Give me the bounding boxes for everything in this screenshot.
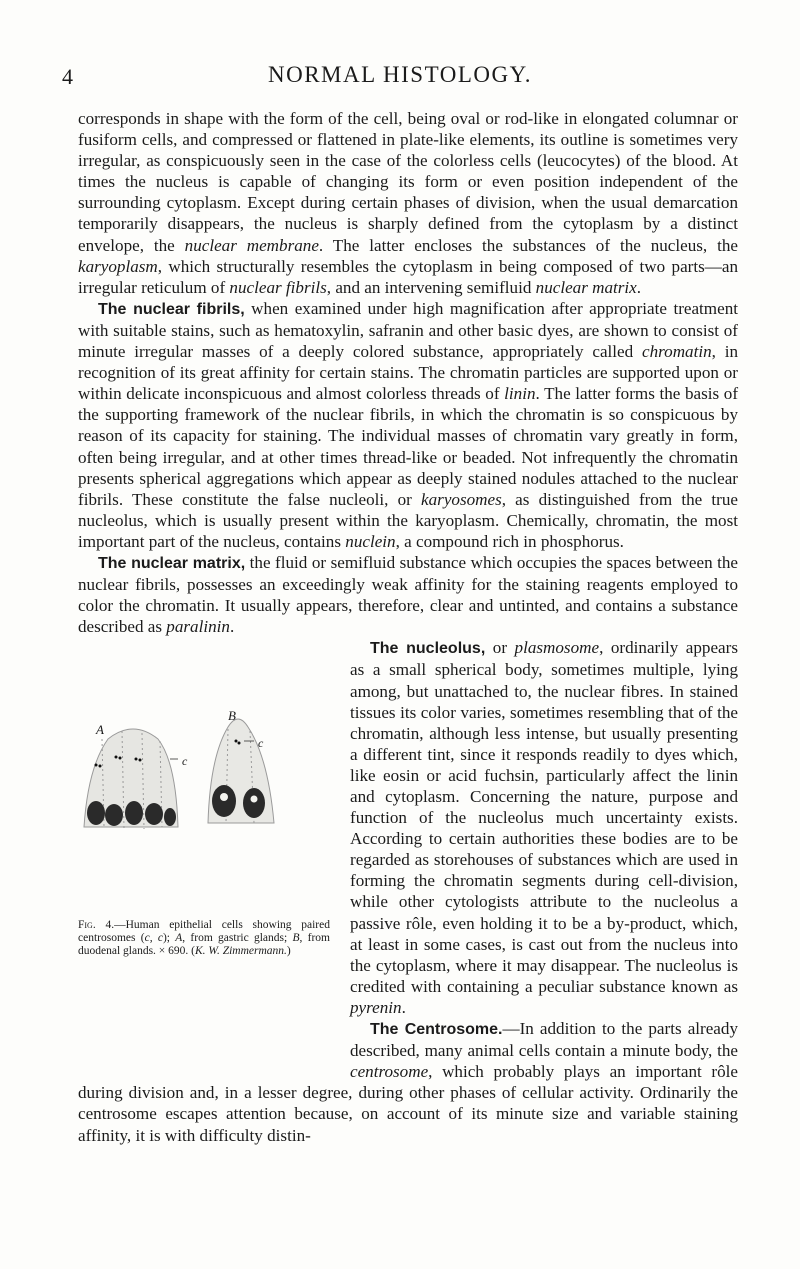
- term-paralinin: paralinin: [166, 617, 230, 637]
- term-nuclear-membrane: nuclear membrane: [184, 235, 319, 255]
- running-title: NORMAL HISTOLOGY.: [267, 62, 533, 87]
- paragraph-centrosome: The Centrosome.—In addition to the parts already described, many animal cells contain a minute body, the centrosome, which probably plays an important rôle during division and, in a lesser degree, during other phases of cellular activity. Ordinarily the centrosome escapes attention because, on account of its minute size and variable staining affinity, it is with difficulty distin-: [78, 1019, 738, 1145]
- figure-caption: Fig. 4.—Human epithelial cells showing paired centrosomes (c, c); A, from gastric glands; B, from duodenal glands. × 690. (K. W. Zimmermann.): [78, 919, 330, 958]
- figure-label-b: B: [228, 708, 236, 724]
- page-number: 4: [62, 64, 73, 89]
- term-nuclein: nuclein: [345, 531, 396, 551]
- term-plasmosome: plasmosome: [514, 638, 600, 658]
- figure-4: [78, 647, 336, 1077]
- term-linin: linin: [504, 384, 536, 404]
- figure-label-c-right: c: [258, 736, 264, 751]
- paragraph-nucleus-shape: corresponds in shape with the form of the cell, being oval or rod-like in elongated columnar or fusiform cells, and compressed or flattened in plate-like elements, its outline is sometimes very irregular, as conspicuously seen in the case of the colorless cells (leucocytes) of the blood. At times the nucleus is capable of changing its form or even position independent of the surrounding cytoplasm. Except during certain phases of division, when the usual demarcation temporarily disappears, the nucleus is sharply defined from the cytoplasm by a distinct envelope, the nuclear membrane. The latter encloses the substances of the nucleus, the karyoplasm, which structurally resembles the cytoplasm in being composed of two parts—an irregular reticulum of nuclear fibrils, and an intervening semifluid nuclear matrix.: [78, 109, 738, 297]
- epithelial-cells-illustration: [78, 647, 336, 917]
- paragraph-nucleolus: The nucleolus, or plasmosome, ordinarily appears as a small spherical body, sometimes multiple, lying among, but unattached to, the nuclear fibres. In stained tissues its color varies, sometimes resembling that of the chromatin, although less intense, but usually presenting a different tint, since it responds readily to dyes which, like eosin or acid fuchsin, particularly affect the linin and cytoplasm. Concerning the nature, purpose and function of the nucleolus much uncertainty exists. According to certain authorities these bodies are to be regarded as storehouses of substances which are used in forming the chromatin segments during cell-division, while other cytologists attribute to the nucleolus a passive rôle, even holding it to be a by-product, which, at least in some cases, is cast out from the nucleus into the cytoplasm, where it may disappear. The nucleolus is credited with containing a peculiar substance known as pyrenin.: [350, 638, 738, 1017]
- figure-label-c-left: c: [182, 754, 188, 769]
- heading-nucleolus: The nucleolus,: [370, 640, 486, 658]
- figure-label-a: A: [96, 722, 104, 738]
- term-chromatin: chromatin: [642, 342, 712, 362]
- paragraph-nuclear-matrix: The nuclear matrix, the fluid or semifluid substance which occupies the spaces between the nuclear fibrils, possesses an exceedingly weak affinity for the staining reagents employed to color the chromatin. It usually appears, therefore, clear and untinted, and contains a substance described as paralinin.: [78, 552, 739, 637]
- paragraph-nuclear-fibrils: The nuclear fibrils, when examined under high magnification after appropriate treatment with suitable stains, such as hematoxylin, safranin and other basic dyes, are shown to consist of minute irregular masses of a deeply colored substance, appropriately called chromatin, in recognition of its great affinity for certain stains. The chromatin particles are supported upon or within delicate inconspicuous and almost colorless threads of linin. The latter forms the basis of the supporting framework of the nuclear fibrils, in which the chromatin is so conspicuous by reason of its capacity for staining. The individual masses of chromatin vary greatly in form, often being irregular, and at other times thread-like or beaded. Not infrequently the chromatin presents spherical aggregations which appear as deeply stained nodules attached to the nuclear fibrils. These constitute the false nucleoli, or karyosomes, as distinguished from the true nucleolus, which is usually present within the karyoplasm. Chemically, chromatin, the most important part of the nucleus, contains nuclein, a compound rich in phosphorus.: [78, 298, 739, 551]
- heading-centrosome: The Centrosome.: [370, 1021, 503, 1039]
- body-text: [78, 108, 738, 1146]
- term-karyoplasm: karyoplasm: [78, 256, 158, 276]
- term-nuclear-fibrils: nuclear fibrils: [229, 277, 327, 297]
- term-centrosome: centrosome: [350, 1062, 429, 1082]
- term-karyosomes: karyosomes: [421, 489, 502, 509]
- term-nuclear-matrix: nuclear matrix: [535, 277, 637, 297]
- heading-nuclear-matrix: The nuclear matrix,: [98, 554, 246, 572]
- term-pyrenin: pyrenin: [350, 997, 402, 1017]
- heading-nuclear-fibrils: The nuclear fibrils,: [98, 300, 245, 318]
